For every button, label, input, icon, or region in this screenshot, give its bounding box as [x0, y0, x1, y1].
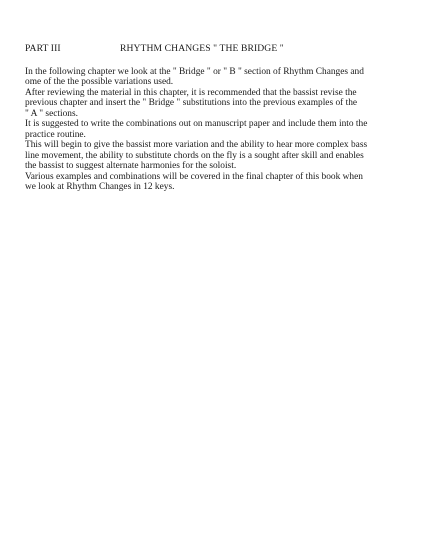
text-line: ome of the the possible variations used.: [25, 77, 174, 88]
text-line: This will begin to give the bassist more variation and the ability to hear more complex bass: [25, 140, 368, 151]
chapter-title: RHYTHM CHANGES " THE BRIDGE ": [120, 43, 284, 54]
text-line: we look at Rhythm Changes in 12 keys.: [25, 181, 175, 192]
text-line: In the following chapter we look at the " Bridge " or " B " section of Rhythm Changes and: [25, 67, 364, 77]
text-line: It is suggested to write the combinations out on manuscript paper and include them into the: [25, 119, 368, 130]
part-label: PART III: [25, 43, 61, 54]
text-line: previous chapter and insert the " Bridge " substitutions into the previous examples of the: [25, 98, 358, 109]
text-line: Various examples and combinations will be covered in the final chapter of this book when: [25, 171, 363, 182]
text-line: After reviewing the material in this chapter, it is recommended that the bassist revise the: [25, 87, 357, 98]
text-line: practice routine.: [25, 129, 86, 140]
page-heading: [25, 43, 405, 57]
text-line: the bassist to suggest alternate harmonies for the soloist.: [25, 161, 237, 172]
text-line: line movement, the ability to substitute chords on the fly is a sought after skill and enables: [25, 150, 364, 161]
body-paragraph: [25, 67, 387, 192]
text-line: " A " sections.: [25, 108, 78, 119]
